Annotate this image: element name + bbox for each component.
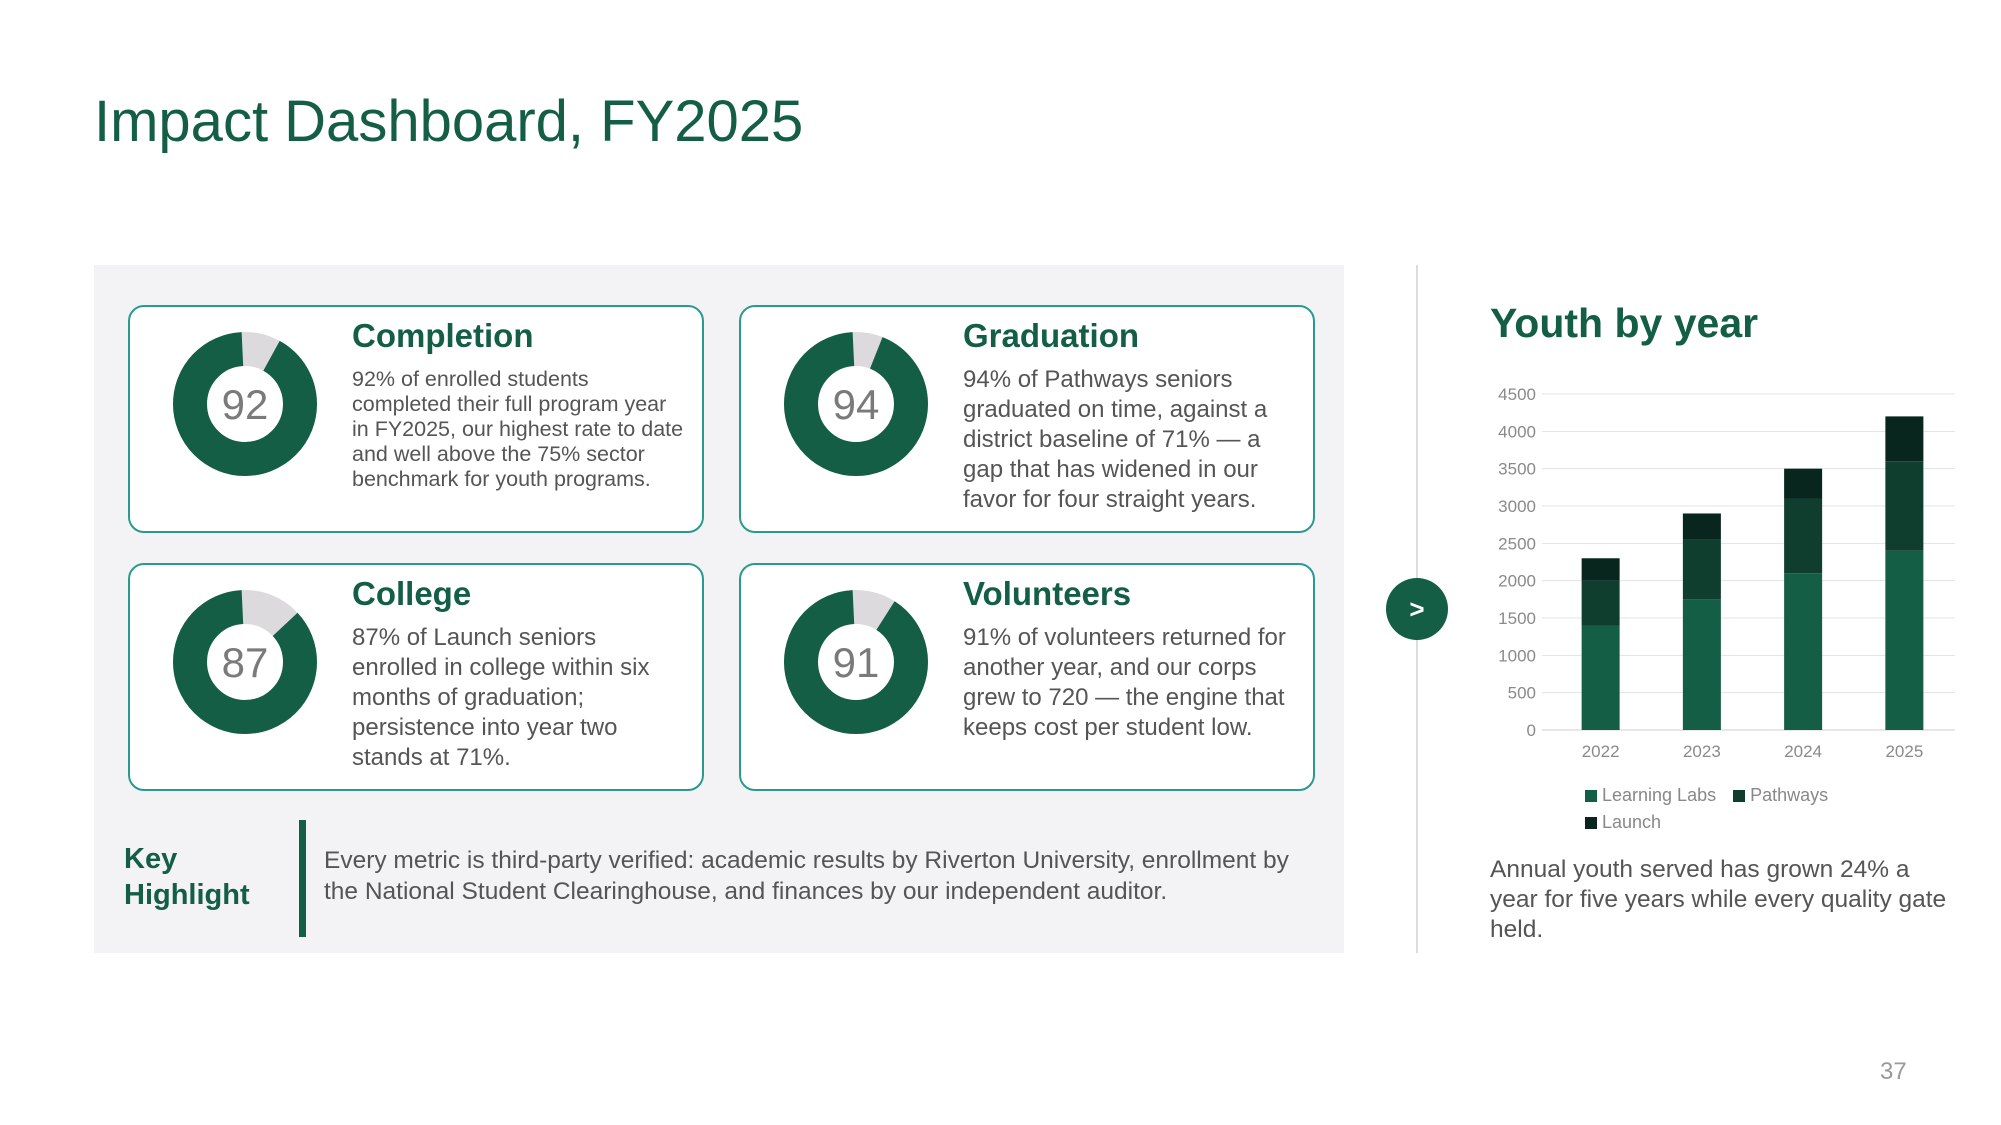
y-tick-label: 500 [1507, 683, 1536, 703]
bar-segment [1885, 461, 1923, 551]
y-tick-label: 4500 [1498, 385, 1536, 404]
bar-segment [1683, 513, 1721, 539]
metric-title: Completion [352, 317, 534, 354]
bar-segment [1683, 540, 1721, 600]
x-tick-label: 2023 [1682, 742, 1721, 761]
youth-by-year-chart [1490, 380, 1970, 770]
metric-title: Volunteers [963, 575, 1132, 612]
bar-segment [1784, 469, 1822, 499]
page-number: 37 [1880, 1058, 1907, 1085]
key-label-line2: Highlight [124, 879, 250, 911]
y-tick-label: 3500 [1498, 459, 1536, 479]
donut-value-label: 91 [832, 639, 880, 686]
y-tick-label: 4000 [1498, 422, 1536, 442]
legend-swatch [1733, 790, 1745, 802]
metric-card-graduation [739, 305, 1315, 533]
metric-card-college [128, 563, 704, 791]
legend-swatch [1585, 790, 1597, 802]
y-tick-label: 0 [1526, 721, 1536, 740]
donut-value-label: 94 [832, 381, 880, 428]
chart-caption: Annual youth served has grown 24% a year for five years while every quality gate held. [1490, 856, 1947, 943]
legend-label: Launch [1602, 812, 1662, 832]
donut-chart [172, 589, 318, 735]
donut-chart [172, 331, 318, 477]
bar-segment [1885, 551, 1923, 730]
bar-segment [1784, 573, 1822, 730]
next-arrow-button[interactable]: > [1386, 578, 1448, 640]
chart-legend [1585, 782, 1885, 836]
bar-segment [1582, 558, 1620, 580]
legend-item-pathways [1733, 782, 1828, 809]
bar-segment [1784, 499, 1822, 574]
y-tick-label: 3000 [1498, 497, 1536, 516]
metric-description: 94% of Pathways seniors graduated on time, against a district baseline of 71% — a gap that has widened in our favor for four straight years. [963, 366, 1268, 513]
y-tick-label: 1000 [1498, 646, 1536, 666]
legend-swatch [1585, 817, 1597, 829]
chart-title: Youth by year [1490, 300, 1759, 346]
page-title: Impact Dashboard, FY2025 [94, 89, 804, 154]
donut-chart [783, 331, 929, 477]
y-tick-label: 2500 [1498, 534, 1536, 554]
key-highlight-text: Every metric is third-party verified: academic results by Riverton University, enrollment by the National Student Clearinghouse, and finances by our independent auditor. [324, 847, 1289, 905]
bar-segment [1582, 625, 1620, 730]
metric-title: Graduation [963, 317, 1140, 354]
legend-label: Learning Labs [1602, 785, 1717, 805]
metric-description: 87% of Launch seniors enrolled in college within six months of graduation; persistence into year two stands at 71%. [352, 624, 650, 771]
bar-segment [1683, 599, 1721, 730]
legend-item-learning-labs [1585, 782, 1716, 809]
donut-chart [783, 589, 929, 735]
bar-segment [1582, 581, 1620, 626]
bar-segment [1885, 416, 1923, 461]
key-label-line1: Key [124, 843, 178, 875]
metric-description: 91% of volunteers returned for another year, and our corps grew to 720 — the engine that keeps cost per student low. [963, 624, 1286, 741]
x-tick-label: 2022 [1581, 742, 1620, 761]
metric-description: 92% of enrolled students completed their full program year in FY2025, our highest rate to date and well above the 75% sector benchmark for youth programs. [352, 367, 684, 491]
donut-value-label: 87 [221, 639, 269, 686]
y-tick-label: 1500 [1498, 609, 1536, 628]
metric-title: College [352, 575, 472, 612]
x-tick-label: 2024 [1784, 742, 1823, 761]
metric-card-volunteers [739, 563, 1315, 791]
legend-item-launch [1585, 809, 1661, 836]
metrics-panel [94, 265, 1344, 953]
key-highlight-bar [299, 820, 306, 937]
key-highlight-label [124, 841, 250, 913]
donut-value-label: 92 [221, 381, 269, 428]
legend-label: Pathways [1750, 785, 1829, 805]
y-tick-label: 2000 [1498, 571, 1536, 591]
metric-card-completion [128, 305, 704, 533]
x-tick-label: 2025 [1885, 742, 1924, 761]
